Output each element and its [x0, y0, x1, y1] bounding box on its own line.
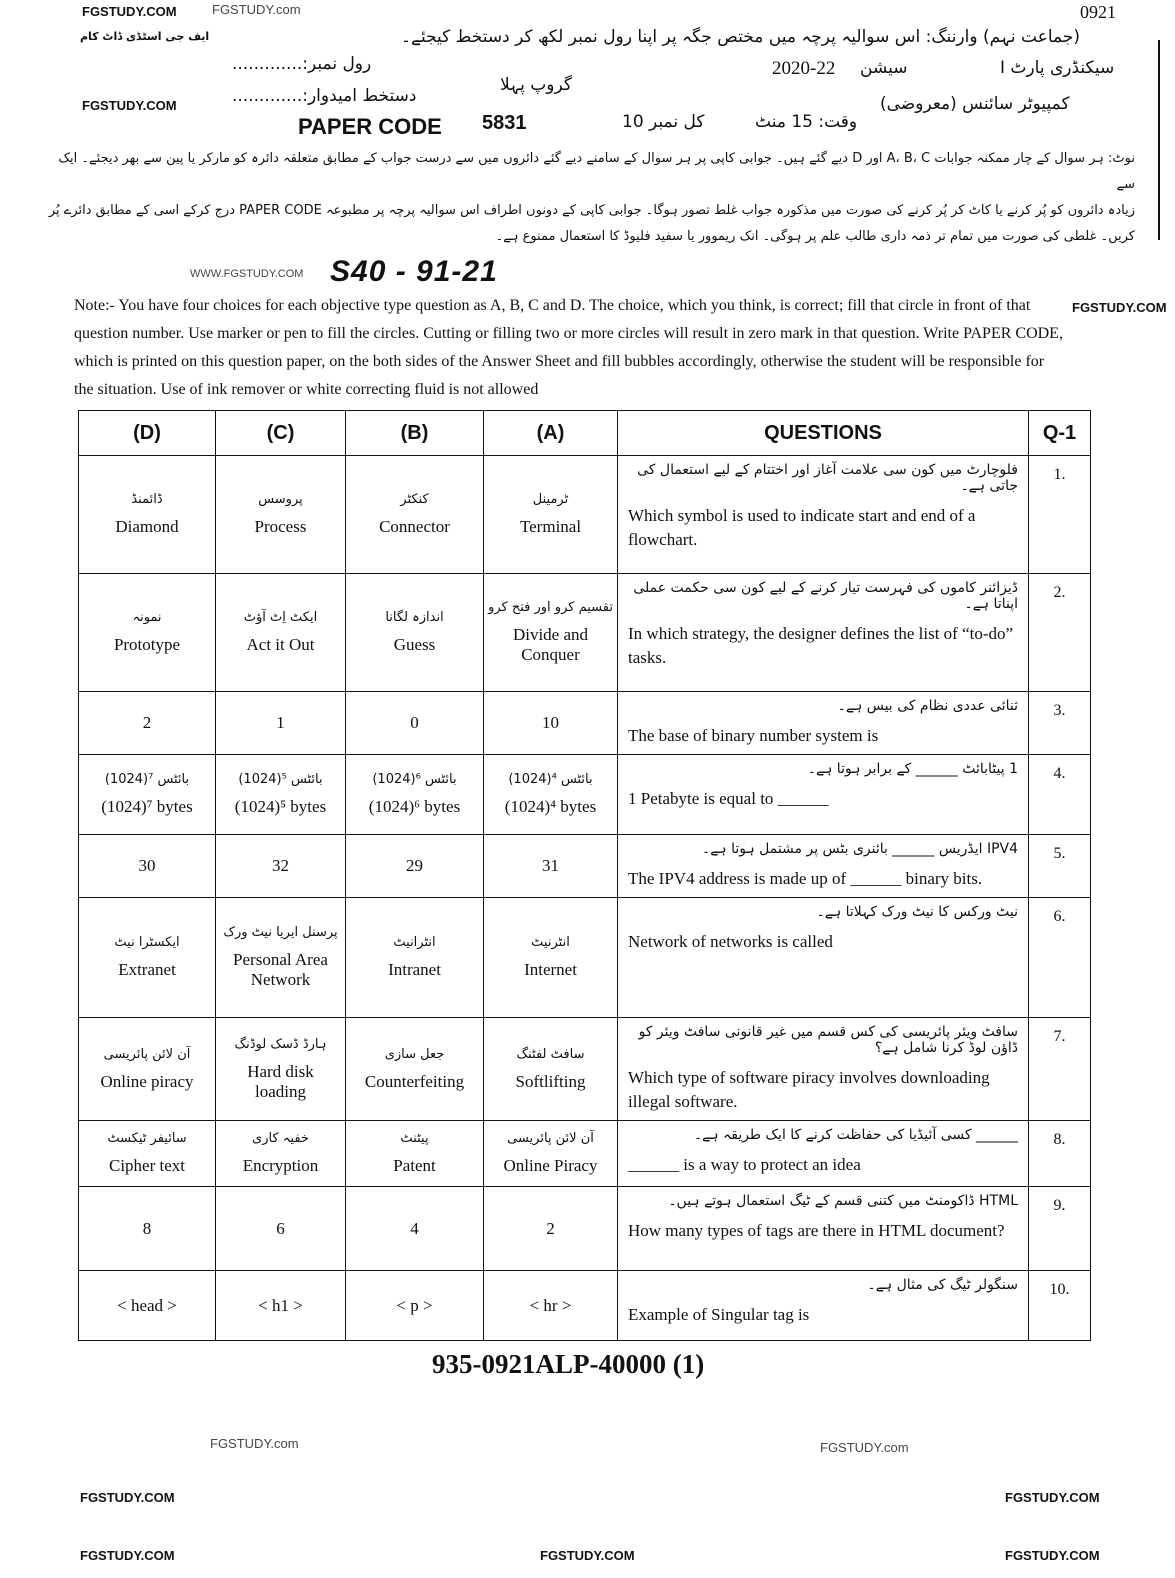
option-b-text: 29	[406, 856, 423, 875]
warning-instruction: (جماعت نہم) وارننگ: اس سوالیہ پرچہ میں مختص جگہ پر اپنا رول نمبر لکھ کر دستخط کیجئے۔	[401, 27, 1080, 47]
question-urdu: HTML ڈاکومنٹ میں کتنی قسم کے ٹیگ استعمال ہوتے ہیں۔	[668, 1193, 1018, 1209]
time: وقت: 15 منٹ	[755, 112, 858, 132]
option-a	[484, 1018, 618, 1121]
watermark-urdu: ایف جی اسٹڈی ڈاٹ کام	[80, 30, 210, 43]
option-d	[79, 456, 216, 574]
option-a-text: Terminal	[519, 517, 582, 536]
watermark: WWW.FGSTUDY.COM	[190, 268, 304, 280]
option-a	[484, 898, 618, 1018]
option-d-urdu: سائیفر ٹیکسٹ	[107, 1131, 187, 1146]
question-text	[618, 1121, 1029, 1187]
table-row	[79, 898, 1091, 1018]
table-row	[79, 456, 1091, 574]
question-english: 1 Petabyte is equal to ______	[628, 789, 829, 808]
question-text	[618, 574, 1029, 692]
option-c-text: 32	[272, 856, 289, 875]
option-d	[79, 755, 216, 835]
option-b-text: Patent	[393, 1156, 436, 1175]
question-number: 4.	[1029, 755, 1091, 835]
table-row	[79, 1187, 1091, 1271]
question-urdu: ثنائی عددی نظام کی بیس ہے۔	[837, 698, 1018, 714]
handwritten-code: S40 - 91-21	[330, 255, 498, 288]
question-urdu: IPV4 ایڈریس ______ بائنری بٹس پر مشتمل ہوتا ہے۔	[702, 841, 1018, 857]
option-b	[346, 755, 484, 835]
option-c	[216, 692, 346, 755]
option-b-text: Counterfeiting	[364, 1071, 465, 1091]
option-d-urdu: ڈائمنڈ	[131, 492, 163, 507]
option-b-urdu: اندازہ لگانا	[385, 610, 444, 625]
watermark: FGSTUDY.COM	[1005, 1490, 1100, 1505]
option-c-text: 1	[276, 713, 285, 732]
option-d	[79, 1187, 216, 1271]
question-english: The IPV4 address is made up of ______ binary bits.	[628, 869, 983, 888]
option-b	[346, 1271, 484, 1341]
option-c-text: < h1 >	[258, 1295, 303, 1315]
option-c	[216, 898, 346, 1018]
option-a	[484, 755, 618, 835]
question-urdu: ______ کسی آئیڈیا کی حفاظت کرنے کا ایک طریقہ ہے۔	[693, 1127, 1018, 1143]
table-row	[79, 835, 1091, 898]
level: سیکنڈری پارٹ I	[1000, 58, 1115, 78]
watermark: FGSTUDY.COM	[80, 1490, 175, 1505]
session-years: 2020-22	[772, 58, 836, 79]
questions-table	[78, 410, 1091, 1341]
option-d-text: Diamond	[115, 517, 179, 536]
question-text	[618, 1271, 1029, 1341]
option-b	[346, 456, 484, 574]
exam-code: 0921	[1080, 2, 1116, 22]
option-a-urdu: (1024)⁴ بائٹس	[508, 772, 593, 787]
handwritten-row	[0, 254, 1175, 292]
paper-body	[0, 146, 1175, 1381]
option-b-urdu: کنکٹر	[400, 492, 429, 507]
option-b-text: (1024)⁶ bytes	[368, 797, 461, 816]
question-text	[618, 1018, 1029, 1121]
question-text	[618, 1187, 1029, 1271]
option-c	[216, 755, 346, 835]
question-number: 3.	[1029, 692, 1091, 755]
question-urdu: نیٹ ورکس کا نیٹ ورک کہلاتا ہے۔	[816, 904, 1018, 920]
option-b	[346, 835, 484, 898]
option-d-text: 8	[142, 1218, 152, 1238]
option-d-text: (1024)⁷ bytes	[101, 797, 193, 816]
table-row	[79, 574, 1091, 692]
option-a-urdu: آن لائن پائریسی	[507, 1131, 594, 1146]
option-c	[216, 1187, 346, 1271]
question-text	[618, 898, 1029, 1018]
option-b	[346, 1121, 484, 1187]
option-c-urdu: (1024)⁵ بائٹس	[238, 772, 323, 787]
option-a-text: Internet	[524, 960, 577, 979]
option-a-urdu: انٹرنیٹ	[531, 935, 570, 950]
option-d-text: 30	[138, 856, 156, 875]
total-marks: کل نمبر 10	[622, 112, 705, 132]
watermark: FGSTUDY.com	[820, 1440, 909, 1455]
table-header-row	[79, 411, 1091, 456]
option-a-text: 10	[542, 713, 559, 732]
option-a-text: Online Piracy	[503, 1156, 598, 1175]
watermark: FGSTUDY.COM	[1005, 1548, 1100, 1563]
note-urdu-line: کریں۔ غلطی کی صورت میں تمام تر ذمہ داری طالب علم پر ہوگی۔ انک ریموور یا سفید فلیوڈ کا استعمال ممنوع ہے۔	[495, 229, 1135, 244]
table-row	[79, 1018, 1091, 1121]
option-b	[346, 692, 484, 755]
note-urdu	[40, 146, 1135, 250]
table-row	[79, 692, 1091, 755]
option-d-text: < head >	[117, 1295, 177, 1315]
option-c	[216, 835, 346, 898]
option-a-urdu: سافٹ لفٹنگ	[516, 1046, 585, 1062]
note-urdu-line: نوٹ: ہر سوال کے چار ممکنہ جوابات A، B، C اور D دیے گئے ہیں۔ جوابی کاپی پر ہر سوال کے سامنے دیے گئے دائروں میں سے درست جواب کے مطابق متعلقہ دائرہ کو مارکر یا پین سے بھر دیجئے۔ ایک سے	[58, 151, 1135, 192]
option-b-text: < p >	[396, 1295, 433, 1315]
question-english: The base of binary number system is	[628, 726, 879, 745]
question-text	[618, 755, 1029, 835]
option-b-text: 4	[410, 1218, 419, 1238]
option-b	[346, 574, 484, 692]
option-d	[79, 1018, 216, 1121]
question-text	[618, 456, 1029, 574]
option-c-text: Personal Area Network	[233, 950, 328, 989]
option-d-urdu: آن لائن پائریسی	[103, 1046, 191, 1062]
option-b-urdu: پیٹنٹ	[400, 1131, 429, 1146]
option-c	[216, 1271, 346, 1341]
option-b	[346, 1018, 484, 1121]
option-c	[216, 1121, 346, 1187]
question-english: Example of Singular tag is	[628, 1305, 810, 1324]
option-a	[484, 835, 618, 898]
question-number: 9.	[1029, 1187, 1091, 1271]
option-a	[484, 1187, 618, 1271]
option-c	[216, 456, 346, 574]
question-urdu: 1 پیٹابائٹ ______ کے برابر ہوتا ہے۔	[807, 761, 1018, 777]
option-d	[79, 835, 216, 898]
option-d	[79, 1121, 216, 1187]
watermark: FGSTUDY.COM	[82, 98, 177, 113]
option-b-text: Guess	[393, 635, 436, 654]
option-d-text: Prototype	[113, 635, 181, 654]
note-urdu-line: زیادہ دائروں کو پُر کرنے یا کاٹ کر پُر کرنے کی صورت میں مذکورہ جواب غلط تصور ہوگا۔ جوابی کاپی کے دونوں اطراف اس سوالیہ پرچہ پر مطبوعہ PAPER CODE درج کرکے اسی کے مطابق دائرے پُر	[48, 203, 1135, 218]
question-text	[618, 692, 1029, 755]
header-option-d: (D)	[79, 411, 216, 456]
option-d-urdu: (1024)⁷ بائٹس	[104, 772, 190, 787]
option-d	[79, 574, 216, 692]
option-a	[484, 574, 618, 692]
question-english: ______ is a way to protect an idea	[628, 1155, 861, 1174]
option-c-text: 6	[276, 1218, 285, 1238]
option-c-text: Act it Out	[246, 635, 315, 654]
option-c-text: (1024)⁵ bytes	[234, 797, 327, 816]
option-b-text: Intranet	[388, 960, 441, 979]
question-number: 8.	[1029, 1121, 1091, 1187]
option-c	[216, 1018, 346, 1121]
table-row	[79, 1121, 1091, 1187]
question-urdu: سافٹ ویئر پائریسی کی کس قسم میں غیر قانونی سافٹ ویئر کو ڈاؤن لوڈ کرنا شامل ہے؟	[638, 1024, 1018, 1056]
option-d	[79, 692, 216, 755]
watermark: FGSTUDY.com	[210, 1436, 299, 1451]
watermark: FGSTUDY.COM	[82, 4, 177, 19]
session-label: سیشن	[860, 58, 908, 78]
header-option-c: (C)	[216, 411, 346, 456]
option-a	[484, 1271, 618, 1341]
option-c-urdu: ہارڈ ڈسک لوڈنگ	[234, 1036, 327, 1052]
option-a-text: Divide and Conquer	[512, 625, 589, 664]
question-number: 2.	[1029, 574, 1091, 692]
option-b	[346, 1187, 484, 1271]
option-a-text: < hr >	[529, 1295, 572, 1315]
option-c-urdu: ایکٹ اِٹ آؤٹ	[243, 610, 318, 625]
question-number: 5.	[1029, 835, 1091, 898]
option-a-urdu: تقسیم کرو اور فتح کرو	[488, 600, 613, 615]
footer-paper-code: 935-0921ALP-40000 (1)	[432, 1349, 705, 1379]
option-a	[484, 456, 618, 574]
note-english: Note:- You have four choices for each objective type question as A, B, C and D. The choice, which you think, is correct; fill that circle in front of that question number. Use marker or pen to fill the circles. Cutting or filling two or more circles will result in zero mark in that question. Write PAPER CODE, which is printed on this question paper, on the both sides of the Answer Sheet and fill bubbles accordingly, otherwise the student will be responsible for the situation. Use of ink remover or white correcting fluid is not allowed	[74, 297, 1063, 398]
question-english: Network of networks is called	[628, 932, 833, 951]
paper-code-label: PAPER CODE	[298, 114, 442, 139]
option-d-text: 2	[142, 713, 152, 732]
option-c-urdu: خفیہ کاری	[252, 1131, 309, 1146]
option-b	[346, 898, 484, 1018]
header-option-b: (B)	[346, 411, 484, 456]
table-row	[79, 1271, 1091, 1341]
question-number: 10.	[1029, 1271, 1091, 1341]
option-c	[216, 574, 346, 692]
question-text	[618, 835, 1029, 898]
option-c-text: Process	[254, 517, 307, 536]
option-a-text: Softlifting	[515, 1071, 586, 1091]
question-number: 7.	[1029, 1018, 1091, 1121]
paper-code-number: 5831	[482, 112, 527, 134]
option-a-text: 31	[542, 856, 559, 875]
group: گروپ پہلا	[500, 75, 572, 95]
candidate-signature-field: دستخط امیدوار:.............	[232, 86, 417, 106]
option-b-urdu: جعل سازی	[384, 1046, 445, 1062]
watermark: FGSTUDY.COM	[540, 1548, 635, 1563]
roll-number-field: رول نمبر:.............	[232, 54, 372, 74]
question-urdu: ڈیزائنر کاموں کی فہرست تیار کرنے کے لیے کون سی حکمت عملی اپناتا ہے۔	[633, 580, 1018, 612]
table-row	[79, 755, 1091, 835]
option-a	[484, 1121, 618, 1187]
header-question-number: Q-1	[1029, 411, 1091, 456]
option-b-text: Connector	[379, 517, 450, 536]
option-d	[79, 898, 216, 1018]
option-c-urdu: پرسنل ایریا نیٹ ورک	[223, 925, 338, 940]
option-b-text: 0	[410, 713, 419, 732]
header-option-a: (A)	[484, 411, 618, 456]
question-english: How many types of tags are there in HTML document?	[628, 1221, 1005, 1240]
option-d-text: Online piracy	[100, 1071, 194, 1091]
question-number: 1.	[1029, 456, 1091, 574]
question-english: Which symbol is used to indicate start and end of a flowchart.	[628, 506, 976, 549]
question-urdu: سنگولر ٹیگ کی مثال ہے۔	[867, 1277, 1018, 1293]
option-c-text: Encryption	[242, 1156, 319, 1175]
option-a	[484, 692, 618, 755]
watermark: FGSTUDY.COM	[80, 1548, 175, 1563]
option-c-urdu: پروسس	[258, 492, 303, 507]
question-english: In which strategy, the designer defines the list of “to-do” tasks.	[628, 624, 1014, 667]
question-number: 6.	[1029, 898, 1091, 1018]
watermark: FGSTUDY.com	[212, 2, 301, 17]
option-d-urdu: نمونہ	[132, 610, 162, 625]
subject: کمپیوٹر سائنس (معروضی)	[880, 94, 1070, 114]
question-urdu: فلوچارٹ میں کون سی علامت آغاز اور اختتام کے لیے استعمال کی جاتی ہے۔	[637, 462, 1018, 494]
question-english: Which type of software piracy involves downloading illegal software.	[628, 1068, 990, 1111]
watermark: FGSTUDY.COM	[1072, 300, 1167, 315]
option-d-text: Extranet	[118, 960, 176, 979]
option-b-urdu: انٹرانیٹ	[393, 935, 436, 950]
option-a-text: 2	[546, 1218, 555, 1238]
option-d	[79, 1271, 216, 1341]
option-d-urdu: ایکسٹرا نیٹ	[114, 935, 180, 950]
option-a-text: (1024)⁴ bytes	[504, 797, 597, 816]
option-c-text: Hard disk loading	[247, 1061, 314, 1101]
option-a-urdu: ٹرمینل	[532, 492, 569, 507]
option-b-urdu: (1024)⁶ بائٹس	[372, 772, 457, 787]
option-d-text: Cipher text	[108, 1156, 185, 1175]
header-questions: QUESTIONS	[618, 411, 1029, 456]
